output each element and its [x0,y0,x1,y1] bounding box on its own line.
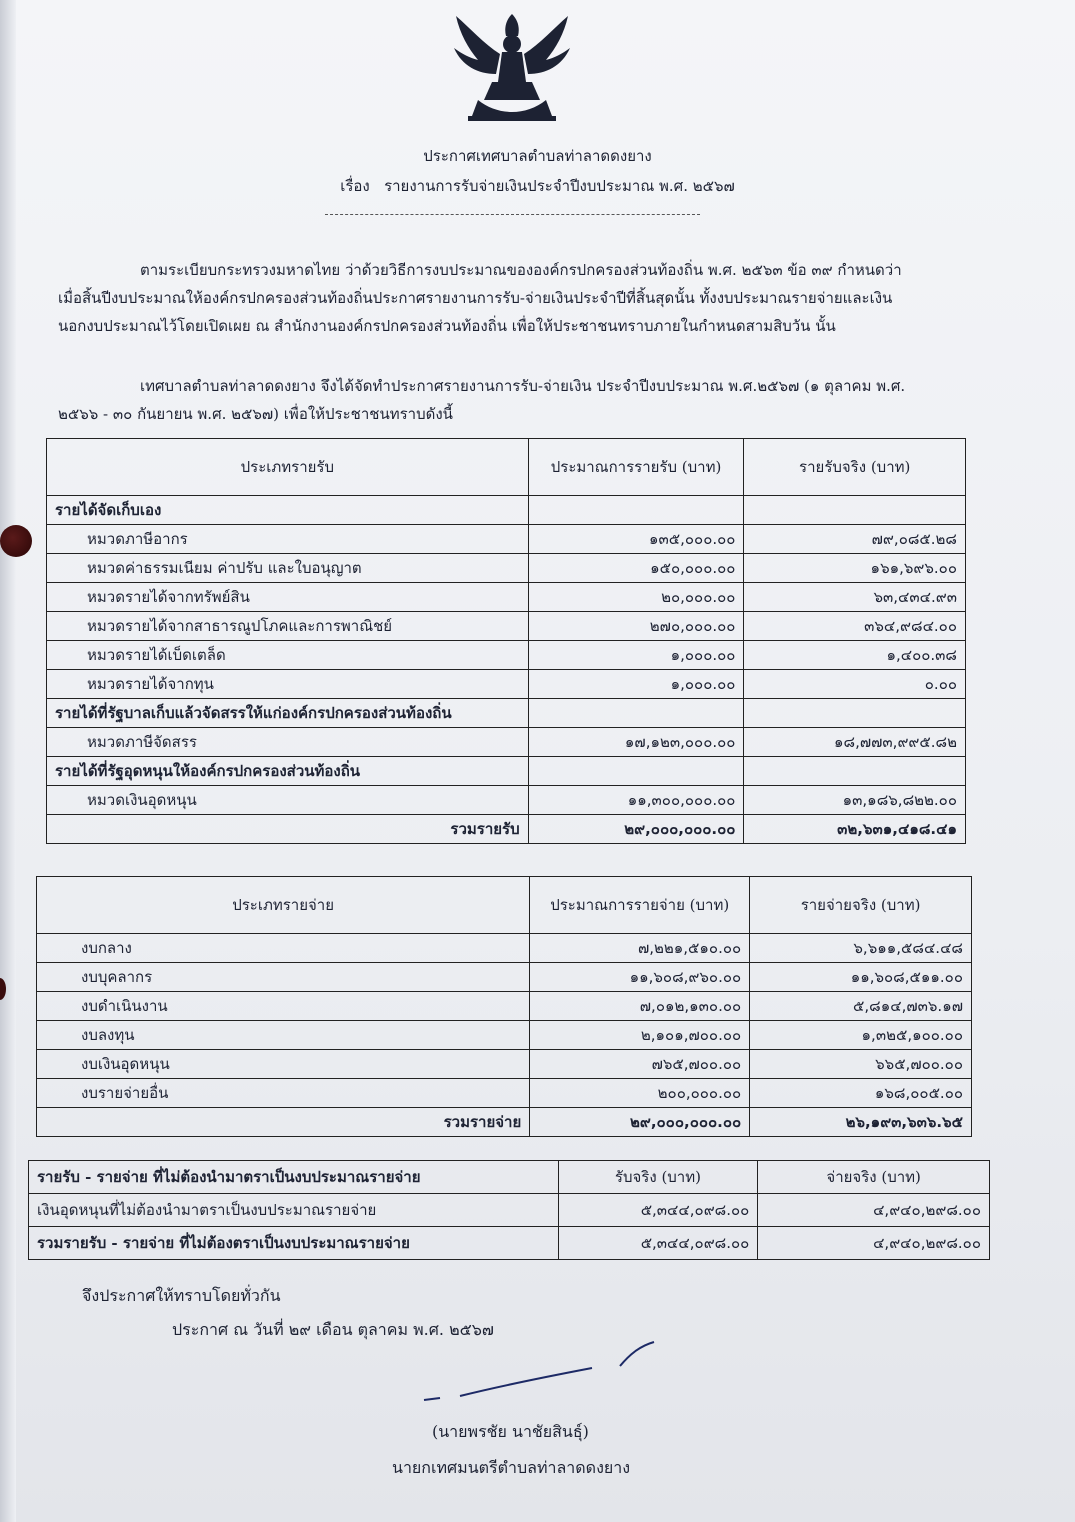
budget-cell: ๑๗,๑๒๓,๐๐๐.๐๐ [528,728,744,757]
actual-cell: ๑๖๘,๐๐๕.๐๐ [750,1079,972,1108]
intro-p1-line1: ตามระเบียบกระทรวงมหาดไทย ว่าด้วยวิธีการงบประมาณขององค์กรปกครองส่วนท้องถิ่น พ.ศ. ๒๕๖๓ ข้อ ๓๙ กำหนดว่า [140,261,902,279]
intro-p1-line3: นอกงบประมาณไว้โดยเปิดเผย ณ สำนักงานองค์กรปกครองส่วนท้องถิ่น เพื่อให้ประชาชนทราบภายในกำหนดสามสิบวัน นั้น [58,317,836,335]
header-cell: รายรับ - รายจ่าย ที่ไม่ต้องนำมาตราเป็นงบประมาณรายจ่าย [29,1161,559,1194]
row-label: เงินอุดหนุนที่ไม่ต้องนำมาตราเป็นงบประมาณรายจ่าย [29,1194,559,1227]
total-paid: ๔,๙๔๐,๒๙๘.๐๐ [758,1227,990,1260]
table-row [47,757,966,786]
total-row [29,1227,990,1260]
table-row [37,1079,972,1108]
table-row [37,1050,972,1079]
expense-table [36,876,972,1137]
actual-cell: ๑๖๑,๖๙๖.๐๐ [744,554,966,583]
actual-cell: ๑,๔๐๐.๓๘ [744,641,966,670]
income-table [46,438,966,844]
table-row [47,670,966,699]
total-received: ๕,๓๔๔,๐๙๘.๐๐ [558,1227,758,1260]
subject-text: รายงานการรับจ่ายเงินประจำปีงบประมาณ พ.ศ. ๒๕๖๗ [384,177,735,195]
row-label: งบเงินอุดหนุน [37,1050,530,1079]
row-label: งบกลาง [37,934,530,963]
row-label: หมวดเงินอุดหนุน [47,786,529,815]
table-row [47,525,966,554]
table-row [29,1194,990,1227]
total-label: รวมรายรับ [47,815,529,844]
budget-cell: ๑๑,๓๐๐,๐๐๐.๐๐ [528,786,744,815]
empty-cell [744,757,966,786]
actual-cell: ๕,๘๑๔,๗๓๖.๑๗ [750,992,972,1021]
row-label: หมวดภาษีอากร [47,525,529,554]
table-row [37,963,972,992]
budget-cell: ๗๖๕,๗๐๐.๐๐ [530,1050,750,1079]
total-actual: ๒๖,๑๙๓,๖๓๖.๖๕ [750,1108,972,1137]
table-row [37,992,972,1021]
total-label: รวมรายรับ - รายจ่าย ที่ไม่ต้องตราเป็นงบประมาณรายจ่าย [29,1227,559,1260]
actual-cell: ๐.๐๐ [744,670,966,699]
off-budget-table [28,1160,990,1260]
row-label: งบลงทุน [37,1021,530,1050]
actual-cell: ๖๖๕,๗๐๐.๐๐ [750,1050,972,1079]
empty-cell [528,496,744,525]
actual-cell: ๗๙,๐๘๕.๒๘ [744,525,966,554]
signer-position: นายกเทศมนตรีตำบลท่าลาดดงยาง [392,1458,631,1477]
announcement-date: ประกาศ ณ วันที่ ๒๙ เดือน ตุลาคม พ.ศ. ๒๕๖๗ [172,1320,494,1339]
table-row [47,554,966,583]
subject-label: เรื่อง [340,177,370,195]
table-header-row [29,1161,990,1194]
table-row [37,1021,972,1050]
header-cell: ประมาณการรายรับ (บาท) [528,439,744,496]
closing-notice: จึงประกาศให้ทราบโดยทั่วกัน [82,1286,281,1305]
actual-cell: ๑,๓๒๕,๑๐๐.๐๐ [750,1021,972,1050]
header-cell: รับจริง (บาท) [558,1161,758,1194]
budget-cell: ๑,๐๐๐.๐๐ [528,670,744,699]
total-row [47,815,966,844]
category-cell: รายได้จัดเก็บเอง [47,496,529,525]
table-row [47,786,966,815]
budget-cell: ๗,๐๑๒,๑๓๐.๐๐ [530,992,750,1021]
row-label: หมวดรายได้จากทรัพย์สิน [47,583,529,612]
row-label: หมวดภาษีจัดสรร [47,728,529,757]
category-cell: รายได้ที่รัฐอุดหนุนให้องค์กรปกครองส่วนท้องถิ่น [47,757,529,786]
table-row [47,641,966,670]
header-cell: ประเภทรายจ่าย [37,877,530,934]
signature-icon [420,1330,660,1410]
budget-cell: ๑,๐๐๐.๐๐ [528,641,744,670]
paid-cell: ๔,๙๔๐,๒๙๘.๐๐ [758,1194,990,1227]
row-label: งบรายจ่ายอื่น [37,1079,530,1108]
total-actual: ๓๒,๖๓๑,๔๑๘.๔๑ [744,815,966,844]
total-row [37,1108,972,1137]
budget-cell: ๒๐,๐๐๐.๐๐ [528,583,744,612]
row-label: หมวดค่าธรรมเนียม ค่าปรับ และใบอนุญาต [47,554,529,583]
row-label: หมวดรายได้จากสาธารณูปโภคและการพาณิชย์ [47,612,529,641]
category-cell: รายได้ที่รัฐบาลเก็บแล้วจัดสรรให้แก่องค์กรปกครองส่วนท้องถิ่น [47,699,529,728]
page-edge [0,0,16,1522]
header-cell: รายรับจริง (บาท) [744,439,966,496]
budget-cell: ๒๗๐,๐๐๐.๐๐ [528,612,744,641]
total-budget: ๒๙,๐๐๐,๐๐๐.๐๐ [530,1108,750,1137]
received-cell: ๕,๓๔๔,๐๙๘.๐๐ [558,1194,758,1227]
document-title: ประกาศเทศบาลตำบลท่าลาดดงยาง [423,147,652,165]
total-budget: ๒๙,๐๐๐,๐๐๐.๐๐ [528,815,744,844]
table-row [47,612,966,641]
budget-cell: ๗,๒๒๑,๕๑๐.๐๐ [530,934,750,963]
actual-cell: ๑๓,๑๘๖,๘๒๒.๐๐ [744,786,966,815]
actual-cell: ๑๘,๗๗๓,๙๙๕.๘๒ [744,728,966,757]
row-label: งบดำเนินงาน [37,992,530,1021]
actual-cell: ๑๑,๖๐๘,๕๑๑.๐๐ [750,963,972,992]
budget-cell: ๑๕๐,๐๐๐.๐๐ [528,554,744,583]
total-label: รวมรายจ่าย [37,1108,530,1137]
row-label: หมวดรายได้เบ็ดเตล็ด [47,641,529,670]
document-subject-line [0,174,1075,198]
signer-name: (นายพรชัย นาชัยสินธุ์) [432,1422,589,1441]
budget-cell: ๒๐๐,๐๐๐.๐๐ [530,1079,750,1108]
garuda-emblem-icon [448,8,576,124]
table-row [37,934,972,963]
empty-cell [528,699,744,728]
empty-cell [744,699,966,728]
actual-cell: ๖๓,๔๓๔.๙๓ [744,583,966,612]
header-cell: รายจ่ายจริง (บาท) [750,877,972,934]
actual-cell: ๖,๖๑๑,๕๘๔.๔๘ [750,934,972,963]
row-label: หมวดรายได้จากทุน [47,670,529,699]
row-label: งบบุคลากร [37,963,530,992]
title-divider [325,214,700,215]
intro-p2-line1: เทศบาลตำบลท่าลาดดงยาง จึงได้จัดทำประกาศรายงานการรับ-จ่ายเงิน ประจำปีงบประมาณ พ.ศ.๒๕๖๗ (๑ ตุลาคม พ.ศ. [140,377,906,395]
table-row [47,699,966,728]
table-header-row [47,439,966,496]
header-cell: จ่ายจริง (บาท) [758,1161,990,1194]
empty-cell [744,496,966,525]
budget-cell: ๑๑,๖๐๘,๙๖๐.๐๐ [530,963,750,992]
budget-cell: ๑๓๕,๐๐๐.๐๐ [528,525,744,554]
actual-cell: ๓๖๔,๙๘๔.๐๐ [744,612,966,641]
table-header-row [37,877,972,934]
intro-p1-line2: เมื่อสิ้นปีงบประมาณให้องค์กรปกครองส่วนท้องถิ่นประกาศรายงานการรับ-จ่ายเงินประจำปีที่สิ้นสุดนั้น ทั้งงบประมาณรายจ่ายและเงิน [58,289,893,307]
table-row [47,496,966,525]
intro-p2-line2: ๒๕๖๖ - ๓๐ กันยายน พ.ศ. ๒๕๖๗) เพื่อให้ประชาชนทราบดังนี้ [58,405,453,423]
table-row [47,728,966,757]
empty-cell [528,757,744,786]
header-cell: ประเภทรายรับ [47,439,529,496]
punch-hole [0,525,32,557]
table-row [47,583,966,612]
header-cell: ประมาณการรายจ่าย (บาท) [530,877,750,934]
budget-cell: ๒,๑๐๑,๗๐๐.๐๐ [530,1021,750,1050]
